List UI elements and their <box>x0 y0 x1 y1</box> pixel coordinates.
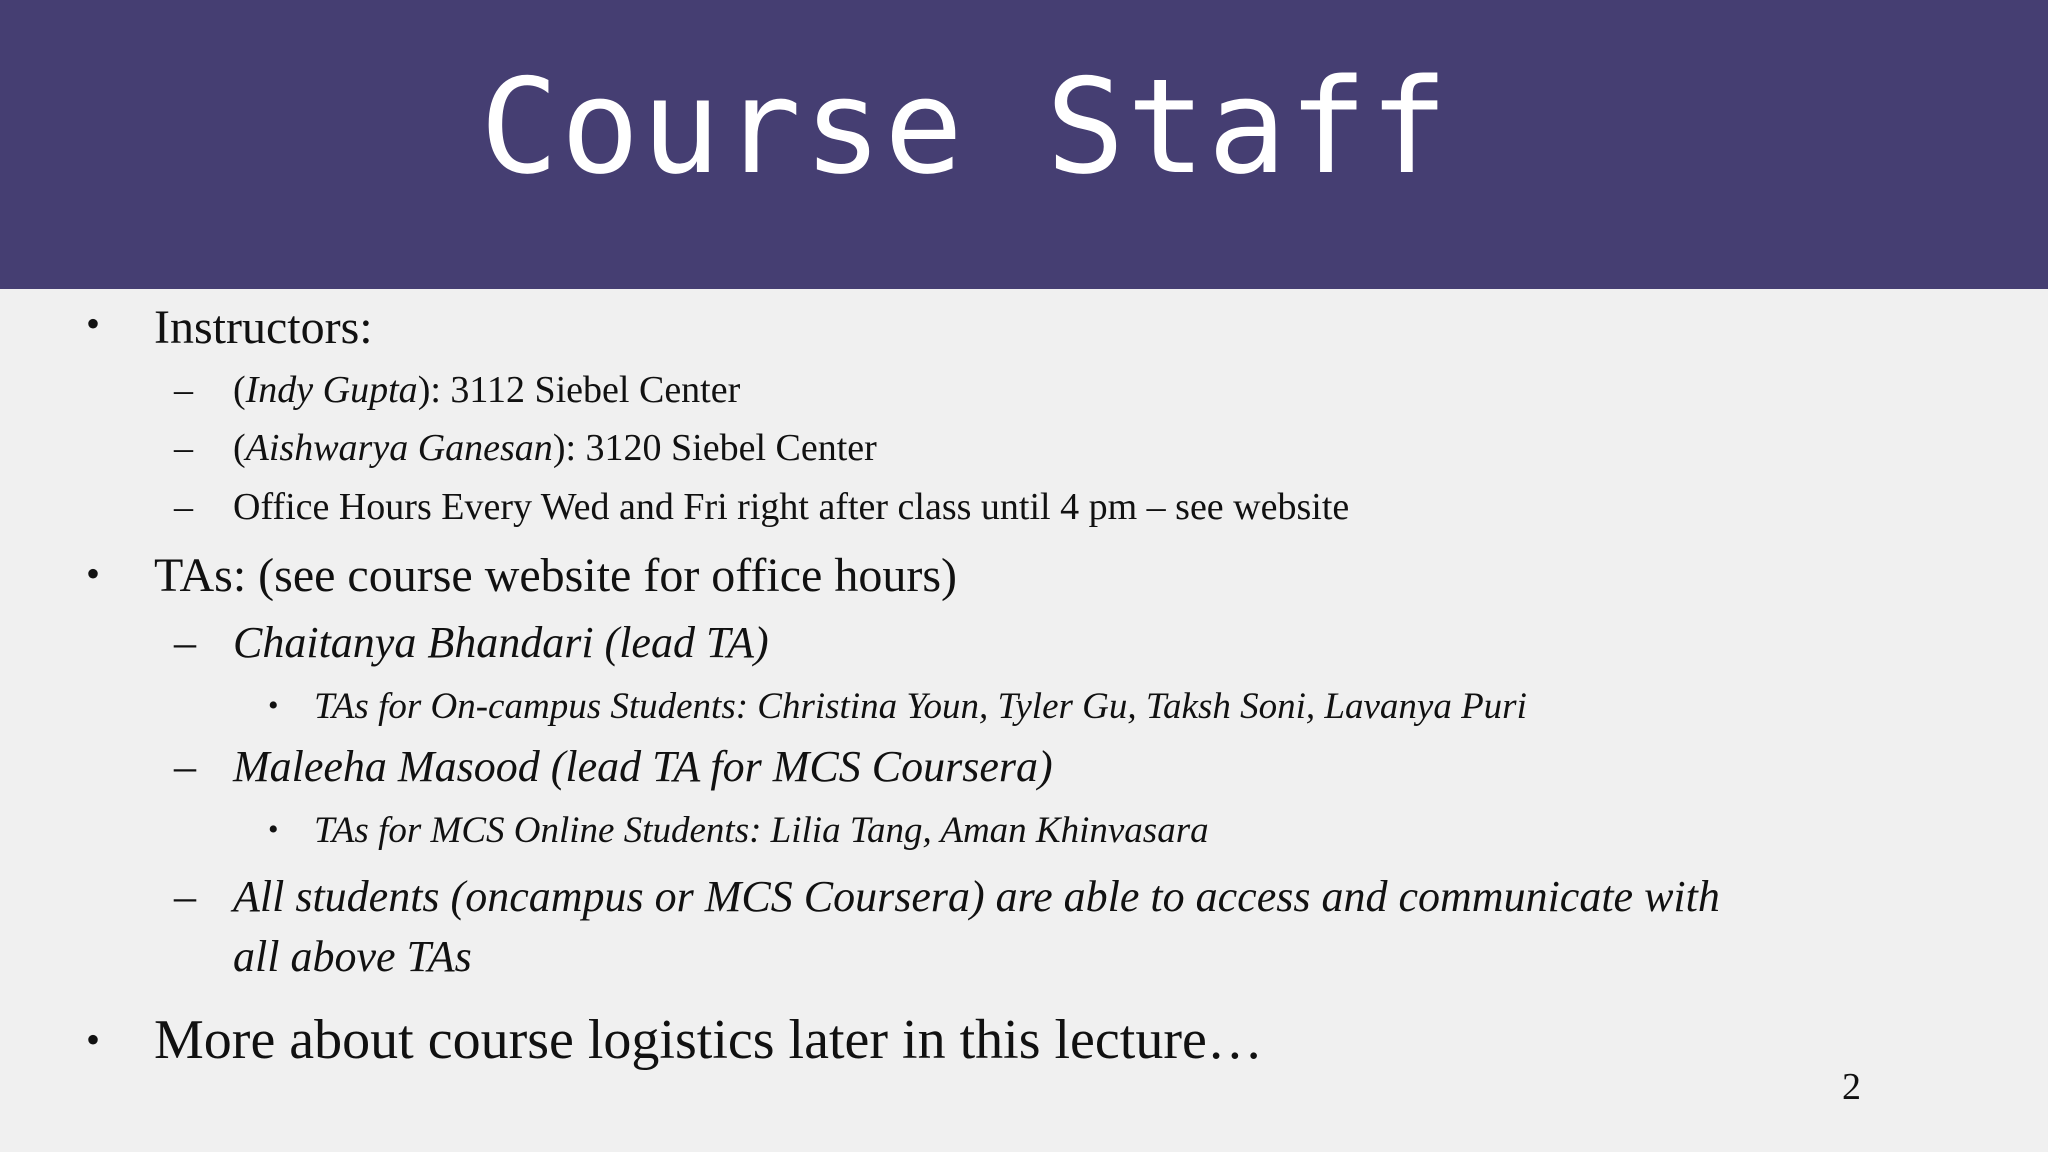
instructor-2: (Aishwarya Ganesan): 3120 Siebel Center <box>233 427 877 469</box>
oncampus-tas: TAs for On-campus Students: Christina Youn, Tyler Gu, Taksh Soni, Lavanya Puri <box>314 686 1527 727</box>
dash-access-note: – <box>174 872 196 921</box>
access-note-line1: All students (oncampus or MCS Coursera) are able to access and communicate with <box>233 872 1720 921</box>
mcs-tas: TAs for MCS Online Students: Lilia Tang, Aman Khinvasara <box>314 810 1209 851</box>
logistics-note: More about course logistics later in this lecture… <box>154 1009 1263 1071</box>
lead-ta-oncampus: Chaitanya Bhandari (lead TA) <box>233 618 769 667</box>
slide-title: Course Staff <box>479 50 1451 203</box>
lead-ta-mcs: Maleeha Masood (lead TA for MCS Coursera) <box>233 742 1053 791</box>
instructor-1: (Indy Gupta): 3112 Siebel Center <box>233 369 741 411</box>
office-hours: Office Hours Every Wed and Fri right after class until 4 pm – see website <box>233 486 1350 528</box>
dash-instructor-2: – <box>174 427 193 469</box>
instructor-2-detail: ): 3120 Siebel Center <box>552 427 877 469</box>
access-note-line2: all above TAs <box>233 932 472 981</box>
bullet-logistics: • <box>86 1017 101 1062</box>
bullet-mcs-tas: • <box>268 813 279 846</box>
page-number: 2 <box>1842 1066 1861 1108</box>
bullet-instructors: • <box>86 301 101 346</box>
instructor-2-name: Aishwarya Ganesan <box>245 427 553 469</box>
bullet-oncampus-tas: • <box>268 689 279 722</box>
dash-office-hours: – <box>174 486 193 528</box>
bullet-tas: • <box>86 551 101 596</box>
instructor-1-detail: ): 3112 Siebel Center <box>417 369 741 411</box>
title-bar <box>0 0 2048 289</box>
dash-lead-ta: – <box>174 618 196 667</box>
dash-lead-mcs: – <box>174 742 196 791</box>
instructor-1-name: Indy Gupta <box>245 369 418 411</box>
tas-label: TAs: (see course website for office hours) <box>154 549 957 602</box>
dash-instructor-1: – <box>174 369 193 411</box>
instructors-label: Instructors: <box>154 301 373 354</box>
